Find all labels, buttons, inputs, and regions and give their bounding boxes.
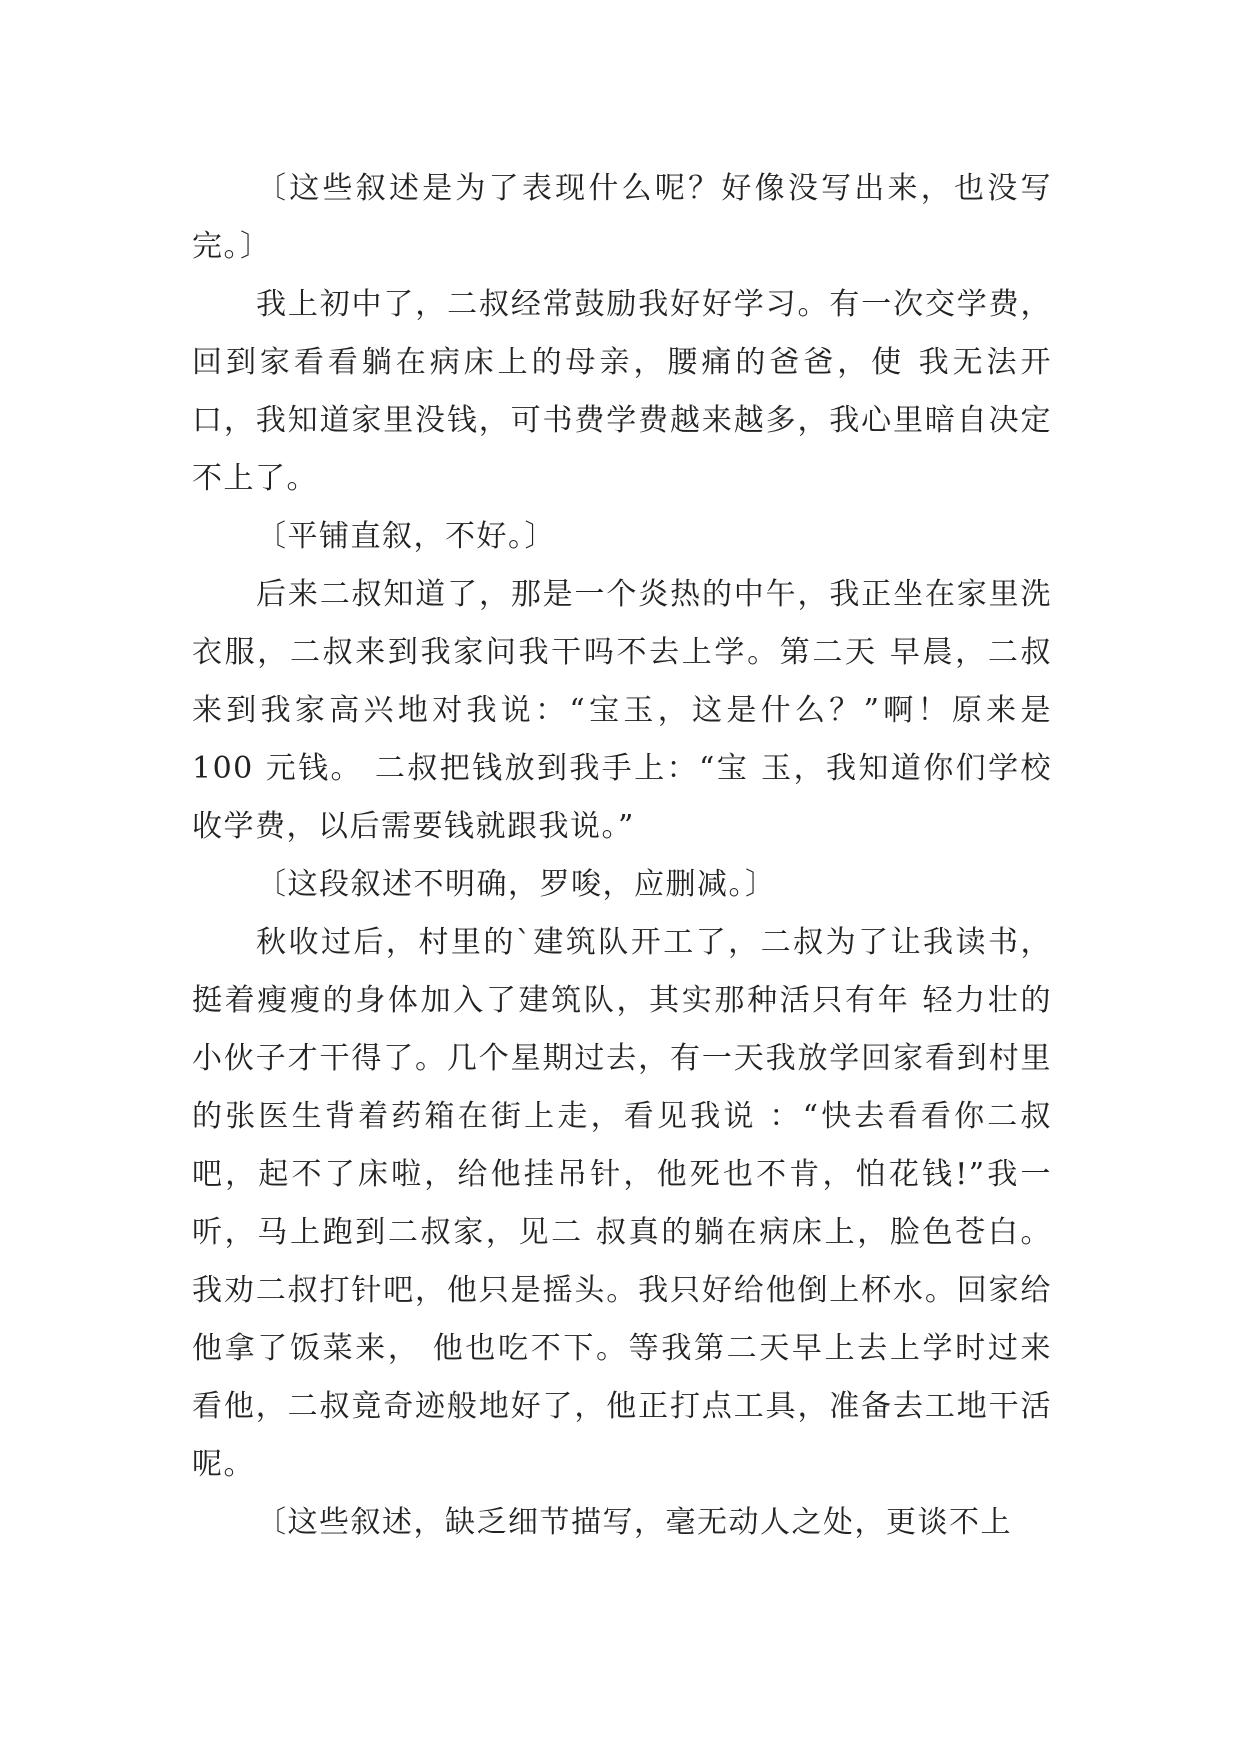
narrative-paragraph-2: 后来二叔知道了，那是一个炎热的中午，我正坐在家里洗衣服，二叔来到我家问我干吗不去上学。第二天 早晨，二叔来到我家高兴地对我说：“宝玉，这是什么？”啊！原来是 100 元钱。 二叔把钱放到我手上：“宝 玉，我知道你们学校收学费，以后需要钱就跟我说。”: [192, 577, 1052, 844]
comment-paragraph-1: 〔这些叙述是为了表现什么呢？好像没写出来，也没写完。〕: [192, 171, 1052, 264]
comment-paragraph-3: 〔这段叙述不明确，罗唆，应删减。〕: [256, 867, 777, 902]
narrative-paragraph-1: 我上初中了，二叔经常鼓励我好好学习。有一次交学费，回到家看看躺在病床上的母亲，腰痛的爸爸，使 我无法开口，我知道家里没钱，可书费学费越来越多，我心里暗自决定不上了。: [192, 287, 1052, 496]
document-body: [192, 160, 1052, 1552]
narrative-paragraph-3: 秋收过后，村里的`建筑队开工了，二叔为了让我读书，挺着瘦瘦的身体加入了建筑队，其实那种活只有年 轻力壮的小伙子才干得了。几个星期过去，有一天我放学回家看到村里的张医生背着药箱在街上走，看见我说 ：“快去看看你二叔吧，起不了床啦，给他挂吊针，他死也不肯，怕花钱!”我一听，马上跑到二叔家，见二 叔真的躺在病床上，脸色苍白。我劝二叔打针吧，他只是摇头。我只好给他倒上杯水。回家给他拿了饭菜来， 他也吃不下。等我第二天早上去上学时过来看他，二叔竟奇迹般地好了，他正打点工具，准备去工地干活呢。: [192, 925, 1052, 1482]
comment-paragraph-4: 〔这些叙述，缺乏细节描写，毫无动人之处，更谈不上: [256, 1505, 1012, 1540]
comment-paragraph-2: 〔平铺直叙，不好。〕: [256, 519, 556, 554]
